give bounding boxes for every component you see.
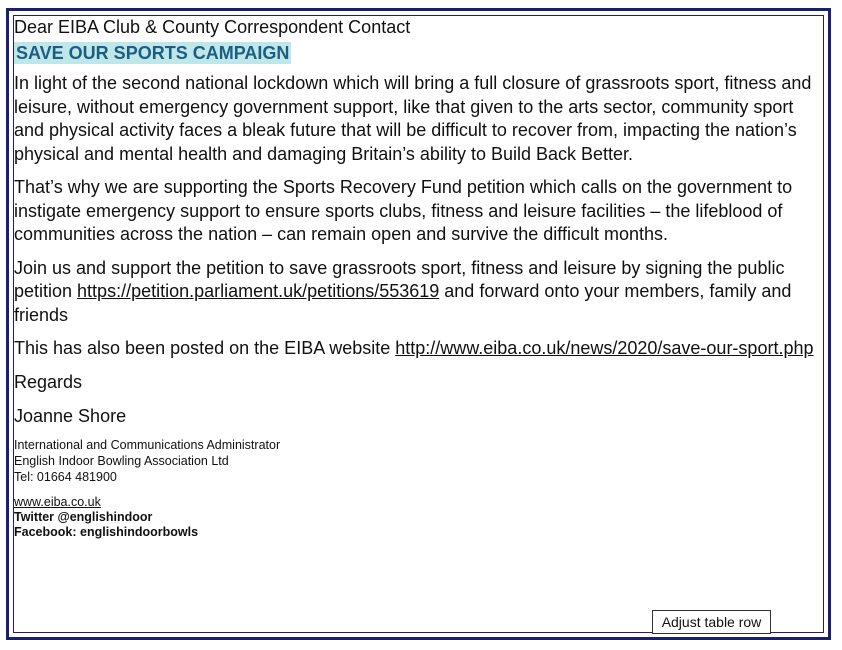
twitter-handle: @englishindoor <box>54 509 153 524</box>
regards: Regards <box>14 371 83 392</box>
signature-website-link[interactable]: www.eiba.co.uk <box>14 494 101 509</box>
paragraph-join-us-tail: and forward onto your members, family and friends <box>14 281 792 325</box>
signature-role: International and Communications Administrator <box>14 437 281 452</box>
campaign-title: SAVE OUR SPORTS CAMPAIGN <box>16 43 290 63</box>
paragraph-petition-support: That’s why we are supporting the Sports Recovery Fund petition which calls on the government to instigate emergency support to ensure sports clubs, fitness and leisure facilities – the lifeblood of communities across the nation – can remain open and survive the difficult months. <box>14 177 793 244</box>
greeting: Dear EIBA Club & County Correspondent Contact <box>14 17 411 37</box>
signature-org: English Indoor Bowling Association Ltd <box>14 453 229 468</box>
facebook-label: Facebook <box>14 524 73 539</box>
sender-name: Joanne Shore <box>14 405 127 426</box>
adjust-table-row-button[interactable]: Adjust table row <box>652 610 771 634</box>
signature-facebook <box>14 525 822 540</box>
email-body <box>14 16 822 540</box>
website-news-link[interactable]: http://www.eiba.co.uk/news/2020/save-our-sport.php <box>395 338 814 358</box>
facebook-handle: : englishindoorbowls <box>72 524 199 539</box>
paragraph-website-text: This has also been posted on the EIBA website <box>14 338 396 358</box>
twitter-label: Twitter <box>14 509 55 524</box>
paragraph-join-us <box>14 257 822 328</box>
paragraph-website <box>14 337 822 361</box>
paragraph-join-us-text: Join us and support the petition to save grassroots sport, fitness and leisure by signing the public petition <box>14 257 785 301</box>
petition-link[interactable]: https://petition.parliament.uk/petitions/553619 <box>77 281 440 301</box>
signature-twitter <box>14 510 822 525</box>
paragraph-lockdown: In light of the second national lockdown which will bring a full closure of grassroots sport, fitness and leisure, without emergency government support, like that given to the arts sector, community sport and physical activity faces a bleak future that will be difficult to recover from, impacting the nation’s physical and mental health and damaging Britain’s ability to Build Back Better. <box>14 73 812 164</box>
signature-tel: Tel: 01664 481900 <box>14 469 117 484</box>
